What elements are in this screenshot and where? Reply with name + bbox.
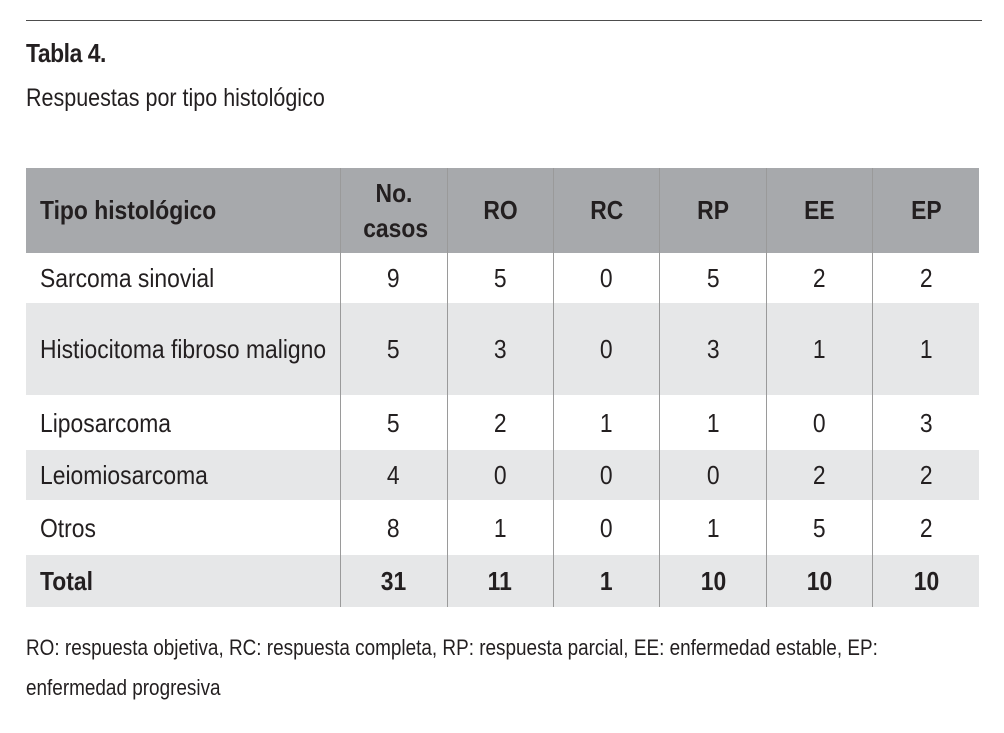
table-cell: 2 (766, 253, 872, 303)
table-cell: Histiocitoma fibroso maligno (26, 303, 340, 395)
table-cell: Leiomiosarcoma (26, 450, 340, 500)
table-cell: 1 (873, 303, 979, 395)
table-cell: Otros (26, 500, 340, 555)
table-cell: 3 (660, 303, 766, 395)
header-cell-ep: EP (873, 168, 979, 253)
table-row (26, 303, 979, 395)
table-cell: 1 (553, 395, 659, 450)
table-cell: 1 (553, 555, 659, 607)
header-cell-tipo: Tipo histológico (26, 168, 340, 253)
table-cell: Sarcoma sinovial (26, 253, 340, 303)
table-row (26, 450, 979, 500)
table-cell: 5 (766, 500, 872, 555)
table-cell: Liposarcoma (26, 395, 340, 450)
table-cell: 3 (873, 395, 979, 450)
table-cell: 1 (660, 500, 766, 555)
table-total-row (26, 555, 979, 607)
table-cell: 0 (660, 450, 766, 500)
table-cell: 2 (873, 253, 979, 303)
table-cell: 1 (447, 500, 553, 555)
table-cell: 5 (340, 303, 447, 395)
table-cell: 2 (447, 395, 553, 450)
header-cell-casos: No. casos (340, 168, 447, 253)
table-cell: 5 (660, 253, 766, 303)
table-cell: 10 (873, 555, 979, 607)
table-cell: Total (26, 555, 340, 607)
table-cell: 31 (340, 555, 447, 607)
table-cell: 10 (766, 555, 872, 607)
header-cell-ee: EE (766, 168, 872, 253)
table-cell: 0 (553, 253, 659, 303)
header-cell-ro: RO (447, 168, 553, 253)
results-table (26, 168, 979, 607)
table-cell: 11 (447, 555, 553, 607)
table-cell: 2 (873, 500, 979, 555)
table-cell: 5 (447, 253, 553, 303)
table-cell: 1 (660, 395, 766, 450)
table-subtitle: Respuestas por tipo histológico (26, 84, 325, 112)
table-cell: 2 (766, 450, 872, 500)
table-footnote: RO: respuesta objetiva, RC: respuesta completa, RP: respuesta parcial, EE: enfermedad estable, EP: enfermedad progresiva (26, 635, 878, 700)
table-cell: 5 (340, 395, 447, 450)
table-cell: 8 (340, 500, 447, 555)
table-cell: 0 (447, 450, 553, 500)
table-cell: 10 (660, 555, 766, 607)
top-rule (26, 20, 982, 21)
table-cell: 0 (766, 395, 872, 450)
table-cell: 0 (553, 303, 659, 395)
table-row (26, 253, 979, 303)
table-header-row (26, 168, 979, 253)
table-cell: 3 (447, 303, 553, 395)
header-cell-rp: RP (660, 168, 766, 253)
table-row (26, 395, 979, 450)
table-cell: 0 (553, 450, 659, 500)
table-cell: 9 (340, 253, 447, 303)
table-cell: 0 (553, 500, 659, 555)
table-title: Tabla 4. (26, 38, 106, 68)
table-cell: 4 (340, 450, 447, 500)
table-cell: 1 (766, 303, 872, 395)
table-cell: 2 (873, 450, 979, 500)
table-row (26, 500, 979, 555)
header-cell-rc: RC (553, 168, 659, 253)
